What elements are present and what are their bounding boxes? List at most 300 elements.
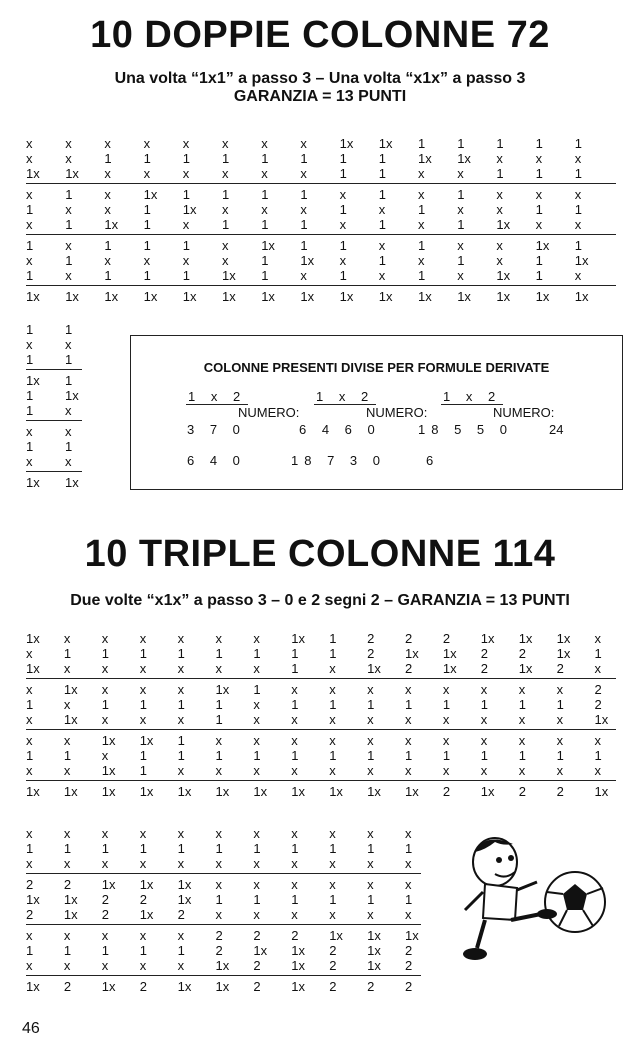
- grid-cell: 1: [535, 268, 543, 283]
- grid-cell: 1: [26, 748, 34, 763]
- section1-subtitle-line2: GARANZIA = 13 PUNTI: [233, 88, 407, 105]
- grid-row: [26, 202, 616, 217]
- grid-cell: 1: [367, 697, 375, 712]
- group-separator: [26, 975, 421, 976]
- grid-cell: 1: [261, 217, 269, 232]
- grid-cell: 1: [26, 841, 34, 856]
- grid-cell: x: [253, 712, 260, 727]
- grid-cell: 1x: [300, 289, 315, 304]
- grid-cell: x: [215, 763, 222, 778]
- grid-cell: 1x: [339, 136, 354, 151]
- grid-cell: x: [574, 217, 582, 232]
- grid-cell: 1: [65, 217, 73, 232]
- grid-cell: x: [182, 166, 190, 181]
- grid-cell: 1: [65, 373, 73, 388]
- grid-cell: x: [367, 877, 374, 892]
- grid-cell: 1: [457, 217, 465, 232]
- grid-cell: 1x: [101, 733, 116, 748]
- grid-cell: 1: [535, 253, 543, 268]
- grid-row: [26, 322, 82, 337]
- grid-cell: 1: [139, 646, 147, 661]
- grid-cell: x: [405, 907, 412, 922]
- fraction-3: [441, 389, 503, 405]
- grid-cell: 1: [535, 202, 543, 217]
- grid-cell: 1: [26, 943, 34, 958]
- grid-cell: 1: [518, 748, 526, 763]
- grid-cell: 1: [177, 733, 185, 748]
- grid-cell: x: [329, 682, 336, 697]
- grid-cell: 1: [261, 253, 269, 268]
- grid-cell: 1: [139, 763, 147, 778]
- grid-cell: 1x: [182, 202, 197, 217]
- grid-cell: 2: [405, 661, 413, 676]
- grid-cell: 1: [329, 631, 337, 646]
- grid-cell: x: [291, 826, 298, 841]
- grid-cell: 1x: [367, 661, 381, 676]
- grid-cell: 1: [496, 136, 504, 151]
- grid-row: [26, 784, 616, 799]
- formule-derivate-box: [130, 335, 623, 490]
- grid-cell: 2: [177, 907, 185, 922]
- grid-cell: 1: [101, 697, 110, 712]
- grid-cell: 2: [101, 907, 110, 922]
- grid-cell: x: [177, 763, 185, 778]
- grid-cell: x: [65, 268, 72, 283]
- page-number: 46: [22, 1020, 40, 1037]
- grid-cell: x: [556, 733, 564, 748]
- grid-cell: 1x: [63, 682, 78, 697]
- grid-cell: 1x: [222, 268, 236, 283]
- grid-cell: 1: [253, 748, 261, 763]
- grid-cell: 1x: [182, 289, 197, 304]
- grid-cell: x: [65, 202, 72, 217]
- group-separator: [26, 285, 616, 286]
- grid-cell: x: [139, 631, 147, 646]
- grid-cell: x: [182, 136, 190, 151]
- grid-row: [26, 388, 82, 403]
- grid-cell: x: [177, 712, 185, 727]
- grid-cell: x: [418, 166, 425, 181]
- grid-cell: x: [63, 697, 71, 712]
- grid-cell: x: [65, 151, 72, 166]
- grid-cell: 1x: [261, 289, 275, 304]
- grid-cell: 1: [63, 943, 72, 958]
- grid-cell: 2: [442, 784, 451, 799]
- grid-row: [26, 403, 82, 418]
- grid-cell: 1x: [63, 784, 78, 799]
- grid-cell: x: [329, 733, 336, 748]
- grid-cell: x: [215, 856, 222, 871]
- grid-cell: x: [378, 202, 386, 217]
- grid-cell: 1: [261, 268, 269, 283]
- grid-cell: x: [457, 202, 464, 217]
- grid-cell: 1x: [367, 784, 381, 799]
- section1-title: 10 DOPPIE COLONNE 72: [90, 14, 550, 56]
- grid-cell: 1x: [556, 631, 571, 646]
- grid-cell: 2: [215, 928, 223, 943]
- grid-cell: 1x: [457, 289, 471, 304]
- doppie-colonne-grid: [26, 136, 616, 304]
- grid-cell: x: [65, 454, 72, 469]
- grid-cell: x: [26, 454, 33, 469]
- grid-cell: x: [556, 712, 564, 727]
- grid-cell: 1: [378, 166, 387, 181]
- grid-cell: x: [222, 253, 229, 268]
- grid-row: [26, 748, 616, 763]
- grid-cell: 2: [442, 631, 451, 646]
- grid-cell: 1: [101, 646, 110, 661]
- grid-cell: 1x: [291, 631, 306, 646]
- grid-cell: 1: [182, 268, 191, 283]
- grid-cell: 1x: [300, 253, 315, 268]
- grid-cell: x: [101, 856, 109, 871]
- section1-subtitle-line1: Una volta “1x1” a passo 3 – Una volta “x1x” a passo 3: [114, 70, 526, 87]
- grid-cell: x: [329, 877, 336, 892]
- grid-cell: 1x: [101, 784, 116, 799]
- grid-cell: 2: [594, 697, 602, 712]
- grid-cell: 1: [222, 217, 230, 232]
- grid-cell: 1x: [139, 907, 154, 922]
- grid-cell: 1x: [535, 289, 550, 304]
- group-separator: [26, 780, 616, 781]
- grid-cell: x: [65, 136, 72, 151]
- grid-cell: x: [405, 856, 412, 871]
- grid-cell: 2: [253, 979, 261, 994]
- grid-cell: 1: [143, 238, 151, 253]
- grid-cell: x: [378, 268, 386, 283]
- row2-value-a: 6 4 0: [187, 453, 246, 468]
- grid-cell: x: [104, 253, 111, 268]
- grid-cell: x: [405, 877, 412, 892]
- grid-cell: 1: [574, 238, 583, 253]
- grid-cell: 1: [253, 892, 261, 907]
- grid-cell: 1x: [442, 661, 457, 676]
- grid-cell: 1x: [139, 877, 154, 892]
- grid-cell: 1: [26, 268, 34, 283]
- grid-cell: 2: [556, 661, 564, 676]
- grid-cell: 1: [535, 166, 543, 181]
- grid-cell: 1: [405, 748, 413, 763]
- grid-cell: x: [26, 217, 33, 232]
- grid-cell: 1: [418, 202, 426, 217]
- grid-cell: 1x: [26, 892, 40, 907]
- grid-cell: 2: [480, 646, 489, 661]
- grid-cell: x: [329, 712, 336, 727]
- grid-cell: x: [26, 646, 33, 661]
- grid-cell: x: [329, 763, 336, 778]
- grid-cell: x: [65, 424, 72, 439]
- grid-cell: 1: [418, 268, 426, 283]
- grid-cell: x: [177, 631, 185, 646]
- grid-cell: 1x: [101, 763, 116, 778]
- grid-cell: 1: [101, 943, 110, 958]
- grid-cell: 1: [457, 136, 465, 151]
- grid-cell: 1: [177, 697, 185, 712]
- grid-cell: x: [405, 712, 412, 727]
- grid-cell: 1: [378, 151, 387, 166]
- grid-cell: x: [26, 733, 33, 748]
- grid-cell: x: [26, 424, 33, 439]
- grid-cell: 1x: [177, 892, 192, 907]
- grid-cell: x: [143, 253, 151, 268]
- grid-row: [26, 892, 421, 907]
- grid-cell: x: [215, 733, 222, 748]
- numero-label-3: NUMERO:: [493, 405, 555, 420]
- grid-cell: 1: [329, 841, 337, 856]
- grid-cell: 1: [300, 238, 308, 253]
- grid-cell: 1x: [574, 253, 589, 268]
- grid-cell: x: [26, 856, 33, 871]
- grid-cell: x: [300, 202, 307, 217]
- grid-cell: x: [518, 763, 526, 778]
- grid-cell: 1: [367, 841, 375, 856]
- grid-cell: 2: [367, 979, 375, 994]
- grid-row: [26, 439, 82, 454]
- grid-cell: 1x: [535, 238, 550, 253]
- grid-cell: 1: [101, 841, 110, 856]
- fraction-2: [314, 389, 376, 405]
- grid-cell: 1: [182, 238, 191, 253]
- grid-cell: x: [101, 661, 109, 676]
- grid-cell: x: [253, 877, 260, 892]
- grid-cell: 1x: [253, 943, 268, 958]
- grid-cell: 1x: [594, 784, 609, 799]
- grid-cell: x: [101, 748, 109, 763]
- grid-cell: x: [442, 712, 450, 727]
- grid-cell: x: [215, 907, 222, 922]
- grid-cell: x: [253, 826, 260, 841]
- grid-cell: 1: [329, 892, 337, 907]
- grid-row: [26, 253, 616, 268]
- grid-cell: x: [300, 136, 307, 151]
- grid-cell: 2: [26, 907, 34, 922]
- grid-cell: x: [177, 826, 185, 841]
- grid-cell: 1: [63, 646, 72, 661]
- grid-row: [26, 631, 616, 646]
- grid-cell: 1: [26, 403, 34, 418]
- group-separator: [26, 678, 616, 679]
- grid-cell: 1: [594, 646, 602, 661]
- grid-cell: 2: [518, 784, 526, 799]
- grid-cell: x: [556, 682, 564, 697]
- grid-cell: 1: [496, 166, 504, 181]
- grid-cell: x: [104, 166, 111, 181]
- group-separator: [26, 924, 421, 925]
- grid-cell: 2: [367, 631, 375, 646]
- grid-row: [26, 943, 421, 958]
- grid-cell: x: [101, 958, 109, 973]
- grid-cell: x: [26, 151, 33, 166]
- grid-cell: x: [26, 337, 33, 352]
- grid-cell: 1: [556, 748, 564, 763]
- grid-cell: x: [104, 187, 111, 202]
- grid-cell: 1: [177, 841, 185, 856]
- grid-cell: x: [457, 238, 464, 253]
- grid-cell: x: [480, 682, 488, 697]
- grid-cell: 1: [143, 268, 151, 283]
- grid-row: [26, 646, 616, 661]
- grid-cell: 1: [26, 238, 34, 253]
- grid-cell: 1: [253, 646, 261, 661]
- grid-cell: 1x: [26, 289, 40, 304]
- grid-cell: 1x: [26, 166, 40, 181]
- grid-cell: x: [518, 682, 526, 697]
- grid-cell: 1: [329, 646, 337, 661]
- grid-cell: 1: [405, 697, 413, 712]
- grid-cell: 1x: [26, 979, 40, 994]
- soccer-player-kicking-ball-icon: [455, 822, 620, 972]
- grid-cell: 1: [594, 748, 602, 763]
- grid-cell: x: [139, 682, 147, 697]
- grid-row: [26, 289, 616, 304]
- grid-cell: 1x: [101, 979, 116, 994]
- grid-cell: 1x: [63, 907, 78, 922]
- grid-cell: x: [442, 763, 450, 778]
- grid-cell: 1: [65, 352, 73, 367]
- grid-cell: x: [101, 712, 109, 727]
- grid-cell: x: [26, 712, 33, 727]
- grid-cell: 1: [215, 712, 223, 727]
- grid-cell: 2: [63, 979, 72, 994]
- row1-value-b: 6 4 6 0: [299, 422, 381, 437]
- grid-cell: 2: [518, 646, 526, 661]
- grid-cell: 1x: [261, 238, 275, 253]
- grid-cell: x: [177, 928, 185, 943]
- grid-cell: 1: [339, 268, 347, 283]
- grid-cell: x: [367, 682, 374, 697]
- grid-cell: 2: [63, 877, 72, 892]
- grid-row: [26, 454, 82, 469]
- grid-cell: 1: [139, 748, 147, 763]
- grid-cell: x: [518, 712, 526, 727]
- grid-cell: 1x: [291, 784, 306, 799]
- grid-cell: 1x: [143, 187, 158, 202]
- grid-cell: 1x: [215, 979, 230, 994]
- grid-cell: x: [367, 712, 374, 727]
- row2-value-b: 18 7 3 0: [291, 453, 386, 468]
- grid-cell: x: [480, 763, 488, 778]
- grid-row: [26, 712, 616, 727]
- grid-cell: x: [574, 151, 582, 166]
- grid-cell: 2: [291, 928, 299, 943]
- grid-cell: x: [139, 712, 147, 727]
- grid-cell: 1: [222, 151, 230, 166]
- grid-cell: 1x: [405, 784, 419, 799]
- grid-cell: 1x: [378, 289, 393, 304]
- grid-cell: 1: [26, 202, 34, 217]
- grid-cell: 1x: [339, 289, 354, 304]
- grid-cell: 1: [26, 352, 34, 367]
- grid-cell: x: [104, 136, 111, 151]
- grid-cell: x: [535, 187, 543, 202]
- row2-value-c: 6: [426, 453, 440, 468]
- grid-cell: 1: [457, 253, 465, 268]
- grid-cell: x: [329, 826, 336, 841]
- grid-cell: 1: [329, 748, 337, 763]
- grid-cell: x: [405, 733, 412, 748]
- grid-cell: x: [405, 826, 412, 841]
- grid-cell: x: [378, 238, 386, 253]
- grid-cell: 1x: [26, 661, 40, 676]
- grid-cell: 1: [139, 943, 147, 958]
- grid-cell: 1: [143, 202, 151, 217]
- grid-cell: 1x: [26, 631, 40, 646]
- grid-cell: x: [329, 856, 336, 871]
- grid-row: [26, 697, 616, 712]
- grid-cell: x: [535, 151, 543, 166]
- grid-cell: 1x: [177, 877, 192, 892]
- grid-cell: 1: [261, 151, 269, 166]
- grid-cell: x: [26, 928, 33, 943]
- grid-cell: 1: [215, 841, 223, 856]
- grid-cell: x: [339, 187, 347, 202]
- grid-cell: 1x: [405, 928, 419, 943]
- section2-subtitle: Due volte “x1x” a passo 3 – 0 e 2 segni 2 – GARANZIA = 13 PUNTI: [70, 592, 570, 609]
- grid-cell: x: [556, 763, 564, 778]
- grid-cell: 1: [143, 217, 151, 232]
- row1-value-c: 18 5 5 0: [418, 422, 513, 437]
- grid-cell: x: [291, 856, 298, 871]
- triple-colonne-grid: [26, 631, 616, 799]
- grid-cell: 1x: [26, 373, 40, 388]
- grid-cell: x: [139, 661, 147, 676]
- grid-cell: 2: [556, 784, 564, 799]
- grid-cell: x: [215, 631, 222, 646]
- grid-cell: 1: [535, 136, 543, 151]
- grid-cell: x: [139, 958, 147, 973]
- grid-cell: 1x: [480, 631, 495, 646]
- grid-cell: x: [63, 661, 71, 676]
- grid-row: [26, 238, 616, 253]
- grid-cell: 2: [139, 892, 147, 907]
- grid-cell: 1x: [442, 646, 457, 661]
- grid-cell: x: [418, 187, 425, 202]
- grid-cell: x: [457, 166, 464, 181]
- grid-cell: 1x: [26, 475, 40, 490]
- grid-row: [26, 151, 616, 166]
- grid-cell: 1: [26, 697, 34, 712]
- grid-cell: 2: [405, 979, 413, 994]
- grid-cell: 1x: [104, 289, 119, 304]
- grid-cell: 1x: [291, 943, 306, 958]
- grid-row: [26, 979, 421, 994]
- grid-row: [26, 424, 82, 439]
- grid-cell: x: [253, 907, 260, 922]
- grid-cell: 1: [457, 187, 465, 202]
- grid-cell: x: [253, 856, 260, 871]
- grid-cell: x: [26, 253, 33, 268]
- grid-cell: x: [291, 907, 298, 922]
- grid-cell: 1x: [104, 217, 119, 232]
- grid-cell: x: [177, 958, 185, 973]
- box-title: COLONNE PRESENTI DIVISE PER FORMULE DERIVATE: [203, 360, 550, 375]
- group-separator: [26, 420, 82, 421]
- grid-cell: 1: [418, 238, 426, 253]
- grid-cell: x: [339, 217, 347, 232]
- grid-cell: 1: [300, 151, 308, 166]
- grid-cell: 1: [65, 322, 73, 337]
- grid-cell: 1: [26, 322, 34, 337]
- grid-cell: 1: [339, 202, 347, 217]
- grid-cell: 1: [261, 187, 269, 202]
- grid-cell: x: [480, 733, 488, 748]
- grid-cell: 1: [291, 841, 299, 856]
- grid-cell: 1x: [101, 877, 116, 892]
- grid-cell: x: [535, 217, 543, 232]
- grid-row: [26, 928, 421, 943]
- grid-cell: 1: [104, 151, 112, 166]
- grid-cell: x: [496, 253, 503, 268]
